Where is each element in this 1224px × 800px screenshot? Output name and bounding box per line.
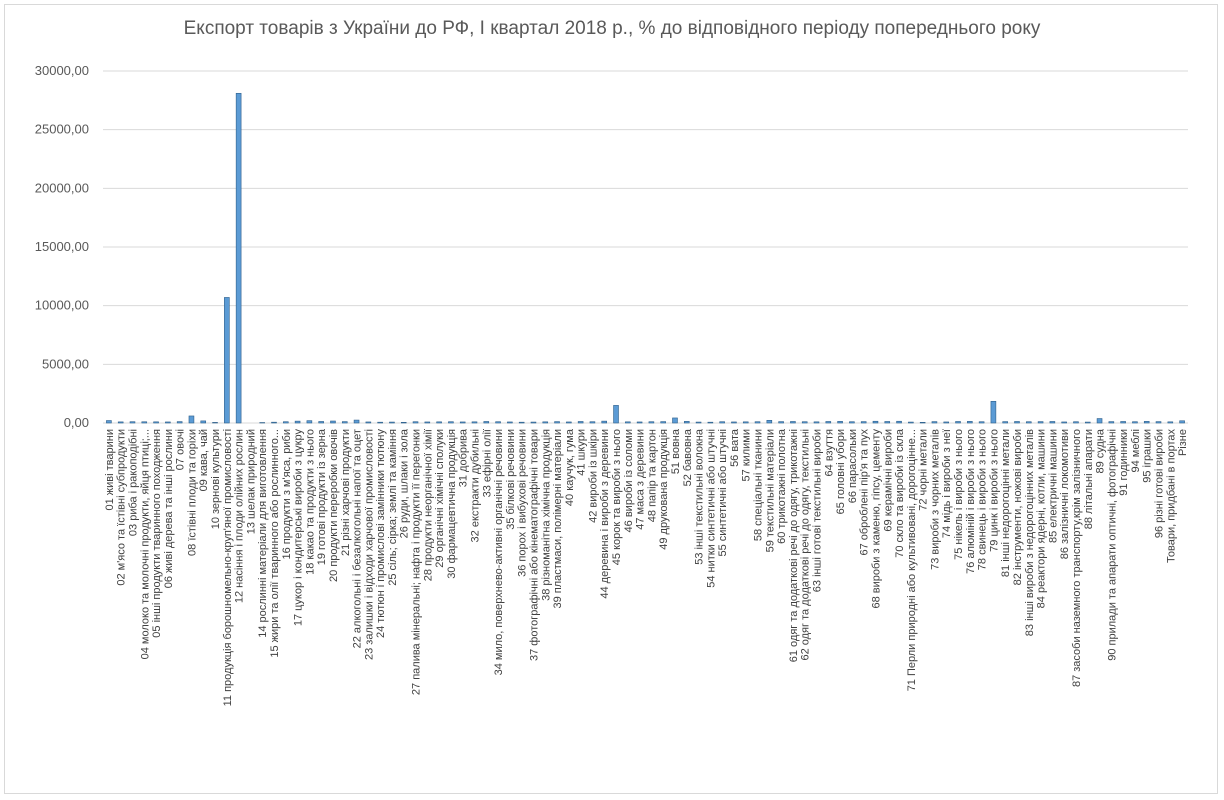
x-tick-label: 39 пластмаси, полімерні матеріали bbox=[552, 429, 565, 609]
x-tick-label: 29 органічні хімічні сполуки bbox=[434, 429, 447, 568]
y-axis-tick-labels bbox=[35, 63, 89, 430]
y-tick-label: 0,00 bbox=[63, 415, 89, 430]
bar bbox=[1109, 422, 1114, 423]
bar bbox=[307, 421, 312, 423]
bar bbox=[720, 422, 725, 423]
bar bbox=[944, 422, 949, 423]
bar bbox=[767, 420, 772, 423]
bar bbox=[1121, 421, 1126, 423]
x-tick-label: 21 різні харчові продукти bbox=[339, 429, 352, 557]
bar bbox=[661, 422, 666, 423]
bar bbox=[625, 422, 630, 423]
bar bbox=[236, 93, 241, 423]
bar bbox=[118, 422, 123, 423]
x-tick-label: 87 засоби наземного транспорту,крім залізничного bbox=[1070, 429, 1083, 688]
bar bbox=[543, 422, 548, 423]
bar bbox=[790, 421, 795, 423]
bar bbox=[1015, 421, 1020, 423]
bar bbox=[531, 422, 536, 423]
x-tick-label: 47 маса з деревини bbox=[634, 429, 647, 530]
x-tick-label: 76 алюміній і вироби з нього bbox=[964, 429, 977, 574]
x-tick-label: Товари, придбані в портах bbox=[1165, 429, 1178, 563]
x-tick-label: 59 текстильні матеріали bbox=[764, 429, 777, 553]
x-tick-label: 31 добрива bbox=[457, 428, 470, 488]
x-tick-label: 81 інші недорогоцінні метали bbox=[1000, 429, 1013, 578]
bar bbox=[378, 422, 383, 423]
bar bbox=[814, 422, 819, 423]
x-tick-label: 02 м'ясо та їстівні субпродукти bbox=[115, 429, 128, 586]
x-tick-label: 88 літальні апарати bbox=[1082, 429, 1095, 530]
bar bbox=[106, 421, 111, 423]
x-tick-label: 91 годинники bbox=[1118, 429, 1131, 496]
x-tick-label: 01 живі тварини bbox=[103, 429, 116, 511]
x-tick-label: 25 сіль; сірка; землі та каміння bbox=[386, 428, 399, 586]
x-tick-label: 89 судна bbox=[1094, 429, 1107, 474]
bar bbox=[142, 422, 147, 423]
bar bbox=[684, 421, 689, 423]
x-tick-label: 37 фотографічні або кінематографічні товари bbox=[528, 429, 541, 661]
bar bbox=[802, 422, 807, 423]
x-tick-label: 96 різні готові вироби bbox=[1153, 429, 1166, 539]
bar bbox=[897, 421, 902, 423]
bar bbox=[566, 422, 571, 423]
x-tick-label: 66 парасольки bbox=[846, 429, 859, 504]
bar bbox=[1050, 421, 1055, 423]
bar bbox=[932, 422, 937, 423]
bar bbox=[708, 422, 713, 423]
x-tick-label: 07 овочі bbox=[174, 429, 187, 471]
y-tick-label: 25000,00 bbox=[34, 121, 89, 137]
x-tick-label: 52 бавовна bbox=[681, 429, 694, 487]
x-tick-label: 73 вироби з чорних металів bbox=[929, 428, 942, 570]
bar bbox=[130, 422, 135, 423]
x-tick-label: 84 реактори ядерні, котли, машини bbox=[1035, 429, 1048, 609]
bar bbox=[696, 422, 701, 423]
bar bbox=[165, 422, 170, 423]
bar bbox=[507, 422, 512, 423]
bar bbox=[1062, 422, 1067, 423]
x-tick-label: 95 іграшки bbox=[1141, 429, 1154, 483]
x-tick-label: 83 інші вироби з недорогоцінних металів bbox=[1023, 429, 1036, 637]
y-tick-label: 10000,00 bbox=[34, 297, 89, 313]
x-tick-label: 74 мідь і вироби з неї bbox=[941, 428, 954, 539]
bar bbox=[330, 421, 335, 423]
x-tick-label: 46 вироби із соломи bbox=[622, 429, 635, 533]
x-tick-label: 62 одяг та додаткові речі до одягу, текстильні bbox=[799, 428, 812, 661]
x-tick-label: 06 живі дерева та інші рослини bbox=[162, 429, 175, 589]
bar bbox=[425, 422, 430, 423]
x-tick-label: 28 продукти неорганічної хімії bbox=[422, 429, 435, 582]
x-tick-label: 61 одяг та додаткові речі до одягу, трикотажні bbox=[787, 429, 800, 663]
x-tick-label: 71 Перли природні або культивовані, дорогоцінне... bbox=[905, 429, 918, 692]
bar bbox=[437, 422, 442, 423]
x-tick-label: 38 різноманітна хімічна продукція bbox=[540, 429, 553, 601]
bar bbox=[956, 421, 961, 423]
x-tick-label: 36 порох і вибухові речовини bbox=[516, 429, 529, 577]
x-tick-label: 85 електричні машини bbox=[1047, 429, 1060, 543]
y-tick-label: 20000,00 bbox=[34, 180, 89, 196]
x-tick-label: 10 зернові культури bbox=[210, 429, 223, 530]
bar bbox=[484, 421, 489, 423]
x-tick-label: 82 інструменти, ножові вироби bbox=[1011, 429, 1024, 586]
x-tick-label: 48 папір та картон bbox=[646, 429, 659, 523]
bar bbox=[460, 422, 465, 423]
bar bbox=[885, 421, 890, 423]
bar bbox=[448, 422, 453, 423]
bar bbox=[673, 418, 678, 423]
x-tick-label: 41 шкури bbox=[575, 429, 588, 476]
x-tick-label: 24 тютюн і промислові замінники тютюну bbox=[375, 429, 388, 639]
bar bbox=[637, 422, 642, 423]
bar-series bbox=[106, 93, 1184, 423]
bar bbox=[189, 416, 194, 423]
x-tick-label: 30 фармацевтична продукція bbox=[445, 428, 458, 579]
x-tick-label: 70 скло та вироби із скла bbox=[894, 429, 907, 558]
bar bbox=[213, 422, 218, 423]
bar bbox=[366, 422, 371, 423]
x-tick-label: 26 руди, шлаки і зола bbox=[398, 429, 411, 539]
bar bbox=[1180, 421, 1185, 423]
x-axis-tick-labels bbox=[104, 428, 1189, 706]
x-tick-label: 11 продукція борошномельно-круп'яної промисловості bbox=[221, 429, 234, 707]
bar bbox=[991, 401, 996, 423]
bar bbox=[826, 421, 831, 423]
x-tick-label: 45 корок та вироби з нього bbox=[611, 429, 624, 566]
x-tick-label: 13 шелак природний bbox=[245, 429, 258, 535]
bar bbox=[849, 422, 854, 423]
bar bbox=[920, 422, 925, 423]
x-tick-label: 60 трикотажні полотна bbox=[776, 429, 789, 544]
bar bbox=[496, 422, 501, 423]
bar bbox=[354, 420, 359, 423]
x-tick-label: 05 інші продукти тваринного походження bbox=[151, 429, 164, 638]
chart-canvas bbox=[5, 5, 1219, 795]
x-tick-label: 04 молоко та молочні продукти, яйця птиці;... bbox=[139, 429, 152, 660]
x-tick-label: 35 білкові речовини bbox=[504, 429, 517, 530]
x-tick-label: 40 каучук, гума bbox=[563, 429, 576, 507]
x-tick-label: 90 прилади та апарати оптичні, фотографічні bbox=[1106, 429, 1119, 661]
x-tick-label: 68 вироби з каменю, гіпсу, цементу bbox=[870, 429, 883, 609]
bar bbox=[1038, 422, 1043, 423]
bar bbox=[590, 422, 595, 423]
bar bbox=[602, 421, 607, 423]
x-tick-label: Різне bbox=[1177, 429, 1190, 457]
x-tick-label: 54 нитки синтетичні або штучні bbox=[705, 429, 718, 588]
bar bbox=[154, 422, 159, 423]
bar bbox=[472, 422, 477, 423]
x-tick-label: 17 цукор і кондитерські вироби з цукру bbox=[292, 429, 305, 627]
x-tick-label: 69 керамічні вироби bbox=[882, 429, 895, 532]
bar bbox=[201, 421, 206, 423]
x-tick-label: 19 готові продукти із зерна bbox=[316, 429, 329, 566]
x-tick-label: 64 взуття bbox=[823, 429, 836, 477]
x-tick-label: 09 кава, чай bbox=[198, 429, 211, 492]
bar bbox=[295, 421, 300, 423]
x-tick-label: 34 мило, поверхнево-активні органічні речовини bbox=[493, 429, 506, 676]
x-tick-label: 14 рослинні матеріали для виготовлення bbox=[257, 429, 270, 638]
x-tick-label: 53 інші текстильні волокна bbox=[693, 429, 706, 565]
bar bbox=[967, 421, 972, 423]
y-tick-label: 5000,00 bbox=[42, 356, 89, 372]
bar bbox=[555, 422, 560, 423]
bar bbox=[731, 422, 736, 423]
x-tick-label: 78 свинець і вироби з нього bbox=[976, 429, 989, 571]
x-tick-label: 12 насіння і плоди олійних рослин bbox=[233, 429, 246, 604]
y-tick-label: 30000,00 bbox=[34, 63, 89, 78]
x-tick-label: 63 інші готові текстильні вироби bbox=[811, 429, 824, 593]
bar bbox=[779, 422, 784, 423]
bar bbox=[838, 421, 843, 423]
x-tick-label: 75 нікель і вироби з нього bbox=[953, 428, 966, 560]
bar bbox=[1085, 422, 1090, 423]
x-tick-label: 33 ефірні олії bbox=[481, 429, 494, 498]
x-tick-label: 15 жири та олії тваринного або рослинного... bbox=[269, 429, 282, 658]
bar bbox=[389, 422, 394, 423]
bar bbox=[1026, 422, 1031, 423]
chart-frame bbox=[4, 4, 1218, 794]
chart-title: Експорт товарів з України до РФ, І квартал 2018 р., % до відповідного періоду попереднього року bbox=[183, 18, 1041, 39]
bar bbox=[649, 422, 654, 423]
bar bbox=[519, 422, 524, 423]
x-tick-label: 20 продукти переробки овочів bbox=[327, 429, 340, 582]
x-tick-label: 08 їстівні плоди та горіхи bbox=[186, 429, 199, 556]
bar bbox=[1132, 422, 1137, 423]
x-tick-label: 32 екстракти дубильні bbox=[469, 429, 482, 543]
bar bbox=[401, 422, 406, 423]
bar bbox=[283, 422, 288, 423]
bar bbox=[578, 421, 583, 423]
x-tick-label: 57 килими bbox=[740, 429, 753, 482]
x-tick-label: 56 вата bbox=[728, 429, 741, 467]
bar bbox=[319, 421, 324, 423]
bar bbox=[755, 422, 760, 423]
x-tick-label: 16 продукти з м'яса, риби bbox=[280, 429, 293, 560]
bar bbox=[873, 421, 878, 423]
bar bbox=[1168, 422, 1173, 423]
bar bbox=[1144, 421, 1149, 423]
bar bbox=[413, 422, 418, 423]
bar bbox=[1073, 422, 1078, 423]
bar bbox=[861, 422, 866, 423]
bar bbox=[908, 422, 913, 423]
x-tick-label: 51 вовна bbox=[669, 429, 682, 475]
bar bbox=[224, 297, 229, 423]
x-tick-label: 65 головні убори bbox=[835, 429, 848, 515]
bar bbox=[1156, 422, 1161, 423]
x-tick-label: 03 риба і ракоподібні bbox=[127, 429, 140, 537]
bar bbox=[743, 422, 748, 423]
gridlines bbox=[103, 71, 1188, 423]
bar bbox=[272, 422, 277, 423]
x-tick-label: 49 друкована продукція bbox=[658, 429, 671, 550]
x-tick-label: 72 чорні метали bbox=[917, 429, 930, 511]
bar bbox=[1003, 422, 1008, 423]
x-tick-label: 22 алкогольні і безалкогольні напої та оцет bbox=[351, 429, 364, 649]
bar bbox=[342, 422, 347, 423]
x-tick-label: 44 деревина і вироби з деревини bbox=[599, 429, 612, 599]
x-tick-label: 55 синтетичні або штучні bbox=[717, 429, 730, 557]
x-tick-label: 27 палива мінеральні; нафта і продукти її перегонки bbox=[410, 429, 423, 696]
y-tick-label: 15000,00 bbox=[34, 239, 89, 254]
x-tick-label: 79 цинк і вироби з нього bbox=[988, 429, 1001, 552]
x-tick-label: 42 вироби із шкіри bbox=[587, 429, 600, 523]
x-tick-label: 58 спеціальні тканини bbox=[752, 429, 765, 542]
bar bbox=[979, 422, 984, 423]
x-tick-label: 86 залізничні локомотиви bbox=[1059, 429, 1072, 560]
x-tick-label: 67 оброблені пір'я та пух bbox=[858, 429, 871, 556]
x-tick-label: 94 меблі bbox=[1129, 429, 1142, 473]
x-tick-label: 18 какао та продукти з нього bbox=[304, 429, 317, 575]
bar bbox=[614, 405, 619, 423]
bar bbox=[1097, 419, 1102, 423]
bar bbox=[177, 422, 182, 423]
x-tick-label: 23 залишки і відходи харчової промисловості bbox=[363, 429, 376, 660]
